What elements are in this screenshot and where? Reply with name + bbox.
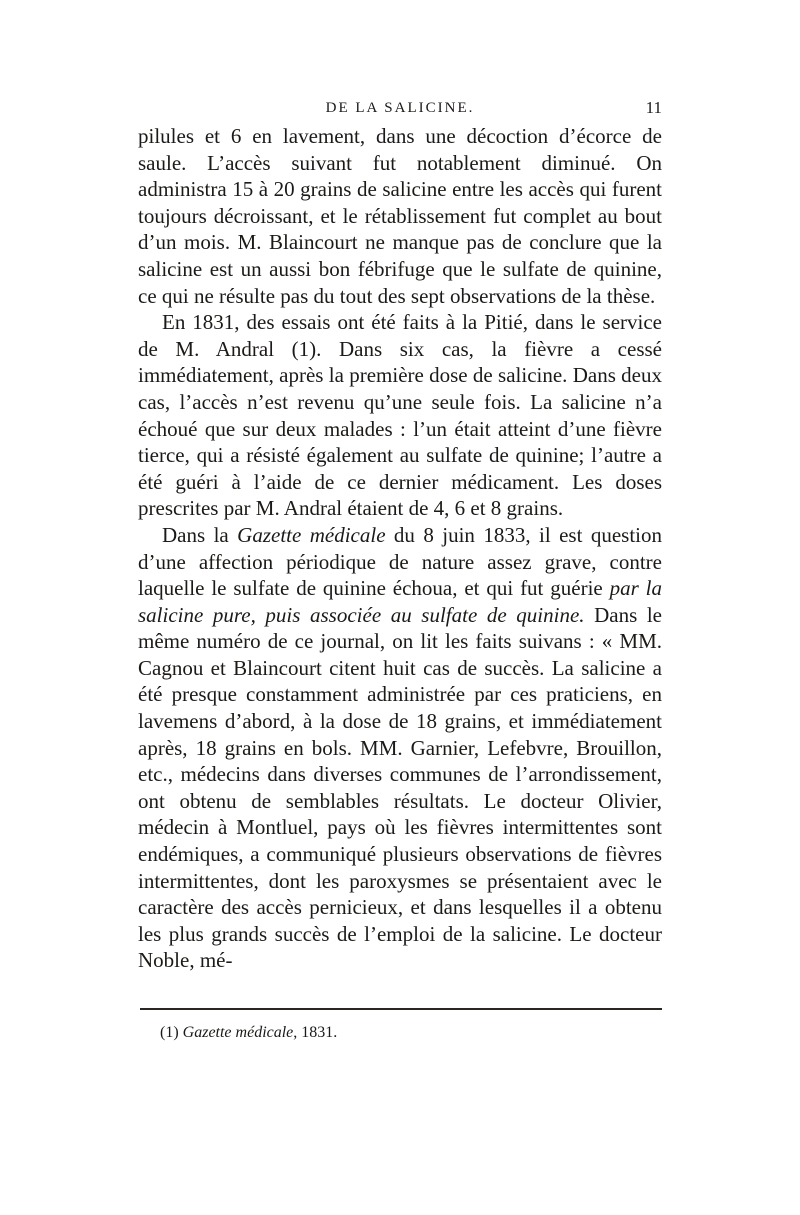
text-segment: du 8 juin 1833, il est question d’une affection périodique de nature assez grave, contre laquelle le sulfate de quinine échoua, et qui fut guérie: [138, 522, 662, 601]
text-segment: Dans la: [162, 522, 238, 547]
journal-title: Gazette médicale: [237, 522, 386, 547]
italic-phrase: par la salicine pure, puis associée au sulfate de quinine.: [138, 576, 662, 627]
text-segment: pilules et 6 en lavement, dans une décoction d’écorce de saule. L’accès suivant fut notablement diminué. On administra 15 à 20 grains de salicine entre les accès qui furent toujours décroissant, et le rétablissement fut complet au bout d’un mois. M. Blaincourt ne manque pas de conclure que la salicine est un aussi bon fébrifuge que le sulfate de quinine, ce qui ne résulte pas du tout des sept observations de la thèse.: [138, 124, 662, 308]
text-segment: Dans le même numéro de ce journal, on lit les faits suivans : « MM. Cagnou et Blaincourt citent huit cas de succès. La salicine a été presque constamment administrée par ces praticiens, en lavemens d’abord, à la dose de 18 grains, et immédiatement après, 18 grains en bols. MM. Garnier, Lefebvre, Brouillon, etc., médecins dans diverses communes de l’arrondissement, ont obtenu de semblables résultats. Le docteur Olivier, médecin à Montluel, pays où les fièvres intermittentes sont endémiques, a communiqué plusieurs observations de fièvres intermittentes, dont les paroxysmes se présentaient avec le caractère des accès pernicieux, et dans lesquelles il a obtenu les plus grands succès de l’emploi de la salicine. Le docteur Noble, mé-: [138, 602, 662, 973]
body-text: [138, 123, 662, 974]
page-number: 11: [645, 98, 662, 117]
paragraph-gazette-medicale: [138, 522, 662, 974]
running-title: DE LA SALICINE.: [325, 100, 475, 116]
paragraph-pitie-trials: [138, 309, 662, 522]
footnote-divider: [140, 1008, 662, 1010]
text-segment: En 1831, des essais ont été faits à la Pitié, dans le service de M. Andral (1). Dans six cas, la fièvre a cessé immédiatement, après la première dose de salicine. Dans deux cas, l’accès n’est revenu qu’une seule fois. La salicine n’a échoué que sur deux malades : l’un était atteint d’une fièvre tierce, qui a résisté également au sulfate de quinine; l’autre a été guéri à l’aide de ce dernier médicament. Les doses prescrites par M. Andral étaient de 4, 6 et 8 grains.: [138, 310, 662, 521]
footnote-source: Gazette médicale: [182, 1024, 294, 1041]
paragraph-continuation: [138, 123, 662, 309]
running-head: [138, 96, 662, 120]
footnote-marker: (1): [160, 1024, 183, 1041]
footnote-rest: , 1831.: [293, 1024, 338, 1041]
footnote: [160, 1022, 640, 1044]
